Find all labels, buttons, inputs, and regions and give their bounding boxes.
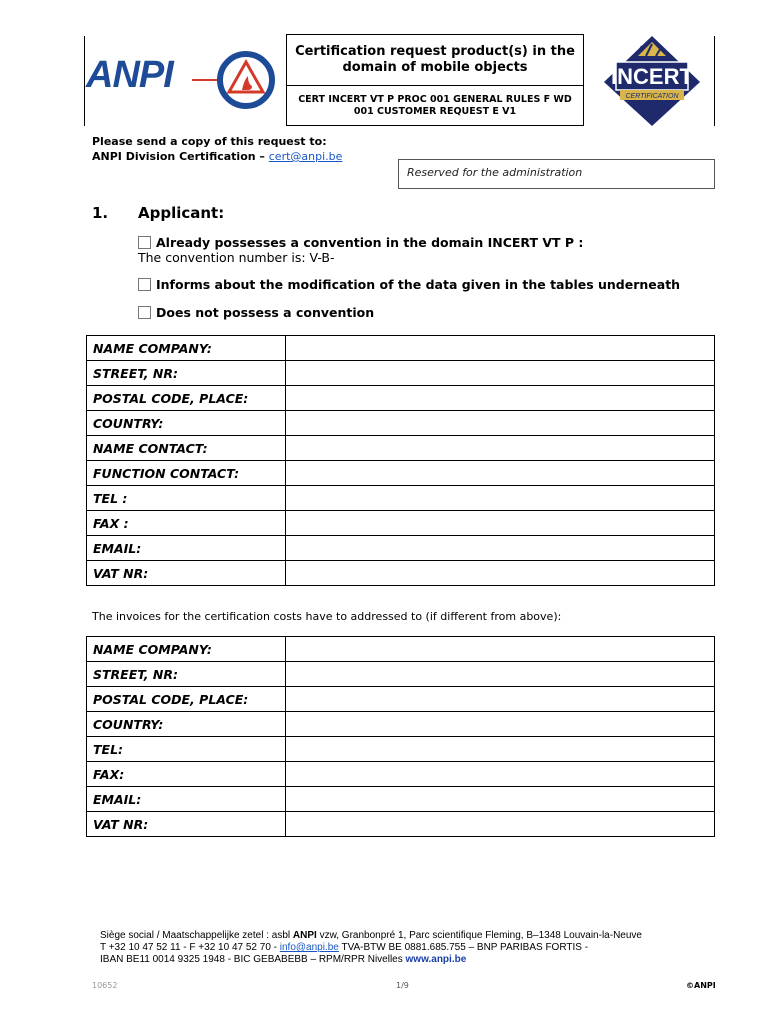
footer-line-3: IBAN BE11 0014 9325 1948 - BIC GEBABEBB – RPM/RPR Nivelles www.anpi.be xyxy=(100,954,467,965)
anpi-logo-icon xyxy=(192,46,284,116)
page-number: 1/9 xyxy=(396,981,409,990)
label-street: STREET, NR: xyxy=(87,361,286,386)
field-inv-name-company[interactable] xyxy=(285,637,714,662)
label-fax: FAX : xyxy=(87,511,286,536)
applicant-table xyxy=(86,335,715,586)
field-name-contact[interactable] xyxy=(285,436,714,461)
table-row xyxy=(87,511,715,536)
section-number: 1. xyxy=(92,204,109,222)
reserved-admin-box: Reserved for the administration xyxy=(398,159,715,189)
option-existing-convention[interactable]: Already possesses a convention in the domain INCERT VT P : xyxy=(138,235,583,250)
document-code: CERT INCERT VT P PROC 001 GENERAL RULES F WD 001 CUSTOMER REQUEST E V1 xyxy=(298,94,572,117)
table-row xyxy=(87,712,715,737)
send-line-2: ANPI Division Certification – cert@anpi.be xyxy=(92,150,343,163)
label-inv-tel: TEL: xyxy=(87,737,286,762)
field-inv-street[interactable] xyxy=(285,662,714,687)
cert-email-link[interactable]: cert@anpi.be xyxy=(268,150,343,163)
table-row xyxy=(87,536,715,561)
document-title: Certification request product(s) in the domain of mobile objects xyxy=(287,35,583,86)
invoice-table xyxy=(86,636,715,837)
checkbox-modify-data[interactable] xyxy=(138,278,151,291)
document-number: 10652 xyxy=(92,981,118,990)
field-tel[interactable] xyxy=(285,486,714,511)
label-tel: TEL : xyxy=(87,486,286,511)
checkbox-existing-convention[interactable] xyxy=(138,236,151,249)
label-postal-code: POSTAL CODE, PLACE: xyxy=(87,386,286,411)
anpi-logo-text: ANPI xyxy=(86,54,173,96)
field-fax[interactable] xyxy=(285,511,714,536)
field-vat[interactable] xyxy=(285,561,714,586)
field-inv-fax[interactable] xyxy=(285,762,714,787)
incert-logo xyxy=(602,34,702,128)
table-row xyxy=(87,361,715,386)
table-row xyxy=(87,461,715,486)
label-inv-street: STREET, NR: xyxy=(87,662,286,687)
table-row xyxy=(87,436,715,461)
field-inv-country[interactable] xyxy=(285,712,714,737)
website-link[interactable]: www.anpi.be xyxy=(405,954,467,965)
header-left-rule xyxy=(84,36,85,126)
copyright: ©ANPI xyxy=(686,981,716,990)
field-country[interactable] xyxy=(285,411,714,436)
table-row xyxy=(87,662,715,687)
label-vat: VAT NR: xyxy=(87,561,286,586)
option-modify-data[interactable]: Informs about the modification of the data given in the tables underneath xyxy=(138,277,680,292)
footer-address xyxy=(100,930,642,966)
section-title: Applicant: xyxy=(138,204,225,222)
label-inv-postal-code: POSTAL CODE, PLACE: xyxy=(87,687,286,712)
convention-number-line: The convention number is: V-B- xyxy=(138,250,335,265)
field-name-company[interactable] xyxy=(285,336,714,361)
field-email[interactable] xyxy=(285,536,714,561)
table-row xyxy=(87,687,715,712)
checkbox-no-convention[interactable] xyxy=(138,306,151,319)
field-inv-postal-code[interactable] xyxy=(285,687,714,712)
table-row xyxy=(87,737,715,762)
invoice-note: The invoices for the certification costs have to addressed to (if different from above): xyxy=(92,610,562,623)
label-inv-fax: FAX: xyxy=(87,762,286,787)
label-function-contact: FUNCTION CONTACT: xyxy=(87,461,286,486)
footer-line-2: T +32 10 47 52 11 - F +32 10 47 52 70 - info@anpi.be TVA-BTW BE 0881.685.755 – BNP PARIBAS FORTIS - xyxy=(100,942,589,953)
incert-logo-text: INCERT xyxy=(611,64,693,89)
send-instructions xyxy=(92,134,342,164)
table-row xyxy=(87,762,715,787)
label-email: EMAIL: xyxy=(87,536,286,561)
field-inv-tel[interactable] xyxy=(285,737,714,762)
label-name-contact: NAME CONTACT: xyxy=(87,436,286,461)
field-street[interactable] xyxy=(285,361,714,386)
option-no-convention[interactable]: Does not possess a convention xyxy=(138,305,374,320)
table-row xyxy=(87,787,715,812)
table-row xyxy=(87,336,715,361)
incert-logo-subtext: CERTIFICATION xyxy=(625,93,679,100)
footer-line-1: Siège social / Maatschappelijke zetel : asbl ANPI vzw, Granbonpré 1, Parc scientifique Fleming, B–1348 Louvain-la-Neuve xyxy=(100,930,642,941)
table-row xyxy=(87,411,715,436)
label-name-company: NAME COMPANY: xyxy=(87,336,286,361)
label-inv-name-company: NAME COMPANY: xyxy=(87,637,286,662)
send-line-1: Please send a copy of this request to: xyxy=(92,135,327,148)
table-row xyxy=(87,812,715,837)
label-inv-vat: VAT NR: xyxy=(87,812,286,837)
label-inv-country: COUNTRY: xyxy=(87,712,286,737)
field-inv-email[interactable] xyxy=(285,787,714,812)
label-country: COUNTRY: xyxy=(87,411,286,436)
field-function-contact[interactable] xyxy=(285,461,714,486)
header-title-box xyxy=(286,34,584,126)
table-row xyxy=(87,637,715,662)
table-row xyxy=(87,386,715,411)
info-email-link[interactable]: info@anpi.be xyxy=(279,942,339,953)
table-row xyxy=(87,561,715,586)
table-row xyxy=(87,486,715,511)
field-inv-vat[interactable] xyxy=(285,812,714,837)
header-right-rule xyxy=(714,36,715,126)
field-postal-code[interactable] xyxy=(285,386,714,411)
label-inv-email: EMAIL: xyxy=(87,787,286,812)
